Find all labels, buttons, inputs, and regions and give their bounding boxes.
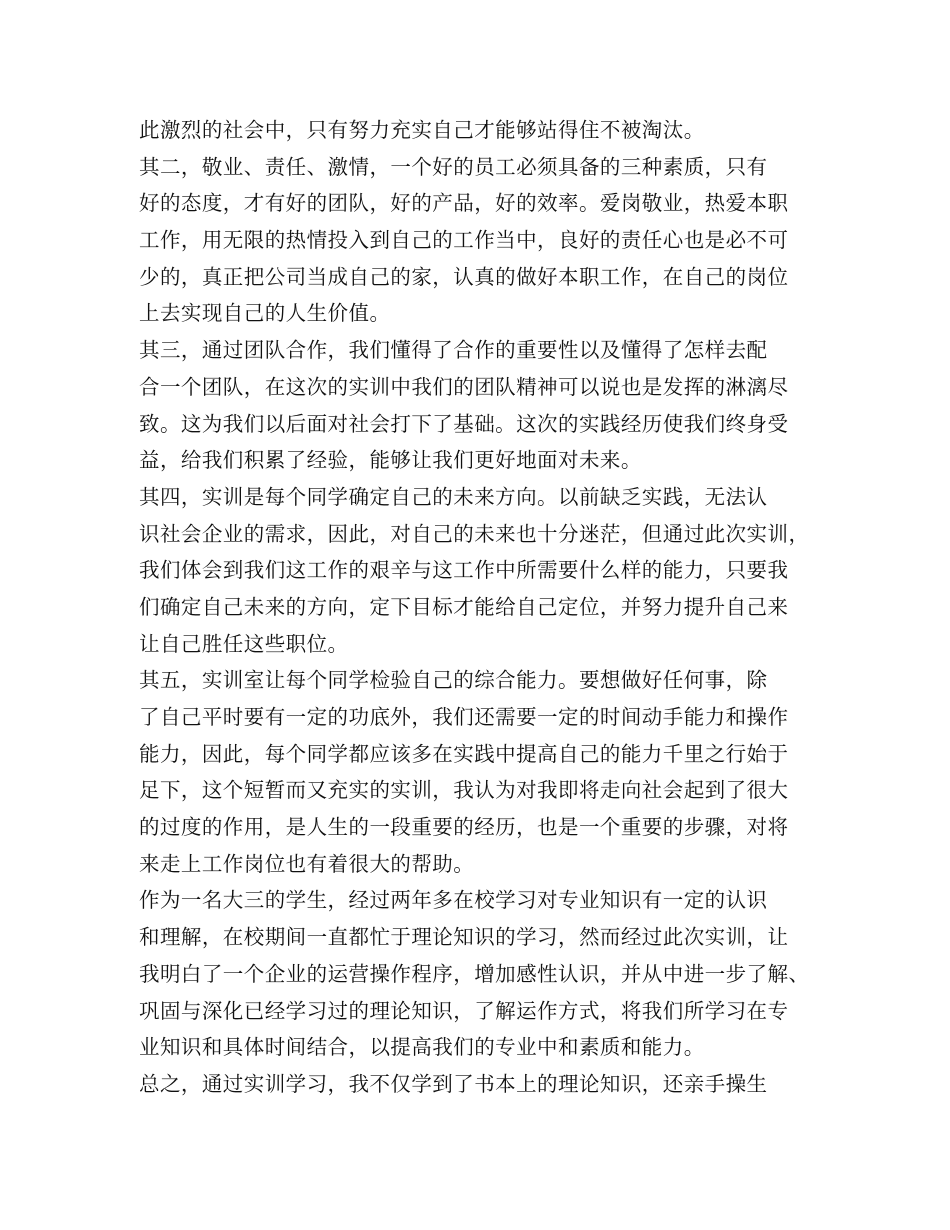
text-line: 能力，因此，每个同学都应该多在实践中提高自己的能力千里之行始于 xyxy=(139,741,789,766)
text-line: 业知识和具体时间结合，以提高我们的专业中和素质和能力。 xyxy=(139,1035,705,1060)
body-text xyxy=(139,112,819,1103)
text-line: 此激烈的社会中，只有努力充实自己才能够站得住不被淘汰。 xyxy=(139,118,705,142)
text-line: 巩固与深化已经学习过的理论知识，了解运作方式，将我们所学习在专 xyxy=(139,998,789,1023)
text-line: 的过度的作用，是人生的一段重要的经历，也是一个重要的步骤，对将 xyxy=(139,815,789,840)
text-line: 其四，实训是每个同学确定自己的未来方向。以前缺乏实践，无法认 xyxy=(139,484,768,509)
text-line: 其五，实训室让每个同学检验自己的综合能力。要想做好任何事，除 xyxy=(139,668,768,693)
text-line: 其二，敬业、责任、激情，一个好的员工必须具备的三种素质，只有 xyxy=(139,154,768,179)
text-line: 了自己平时要有一定的功底外，我们还需要一定的时间动手能力和操作 xyxy=(139,705,789,729)
text-line: 足下，这个短暂而又充实的实训，我认为对我即将走向社会起到了很大 xyxy=(139,778,789,803)
text-line: 少的，真正把公司当成自己的家，认真的做好本职工作，在自己的岗位 xyxy=(139,264,789,289)
text-line: 致。这为我们以后面对社会打下了基础。这次的实践经历使我们终身受 xyxy=(139,411,789,436)
text-line: 们确定自己未来的方向，定下目标才能给自己定位，并努力提升自己来 xyxy=(139,594,789,619)
text-line: 上去实现自己的人生价值。 xyxy=(139,301,391,326)
text-line: 合一个团队，在这次的实训中我们的团队精神可以说也是发挥的淋漓尽 xyxy=(139,374,789,399)
text-line: 工作，用无限的热情投入到自己的工作当中，良好的责任心也是必不可 xyxy=(139,228,789,253)
text-line: 让自己胜任这些职位。 xyxy=(139,631,349,656)
text-line: 总之，通过实训学习，我不仅学到了书本上的理论知识，还亲手操生 xyxy=(139,1071,768,1096)
text-line: 和理解，在校期间一直都忙于理论知识的学习，然而经过此次实训，让 xyxy=(139,925,789,950)
text-line: 好的态度，才有好的团队，好的产品，好的效率。爱岗敬业，热爱本职 xyxy=(139,191,789,216)
text-line: 来走上工作岗位也有着很大的帮助。 xyxy=(139,851,475,876)
text-line: 其三，通过团队合作，我们懂得了合作的重要性以及懂得了怎样去配 xyxy=(139,338,768,363)
text-line: 作为一名大三的学生，经过两年多在校学习对专业知识有一定的认识 xyxy=(139,888,768,913)
text-line: 益，给我们积累了经验，能够让我们更好地面对未来。 xyxy=(139,448,642,473)
text-line: 我们体会到我们这工作的艰辛与这工作中所需要什么样的能力，只要我 xyxy=(139,558,789,583)
text-line: 识社会企业的需求，因此，对自己的未来也十分迷茫，但通过此次实训， xyxy=(139,521,810,546)
text-line: 我明白了一个企业的运营操作程序，增加感性认识，并从中进一步了解、 xyxy=(139,961,810,986)
